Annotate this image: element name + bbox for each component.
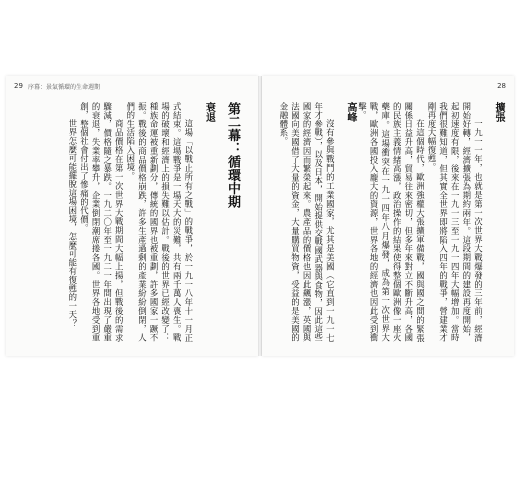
page-number-right: 28 [497, 82, 506, 90]
paragraph: 這場「以戰止所有之戰」的戰爭，於一九一八年十一月正式結束。這場戰爭是一場天大的災難，共有兩千萬人喪生。戰場的破壞和經濟上的損失難以估計。戰後的世界已經改變了：種族命運被重新劃分，傳統的國界也被重劃，許多國家一蹶不振。戰後的商品價格崩跌，許多生產過剩的產業紛紛倒閉，人們的生活陷入困境。 [125, 102, 194, 342]
paragraph: 世界怎麼可能擺脫這場困境，怎麼可能有復甦的一天？ [67, 118, 78, 328]
section-heading-recession: 衰退 [203, 102, 215, 123]
paragraph: 一九一一年，也就是第一次世界大戰爆發的三年前，經濟開始好轉，經濟擴張為期約兩年。這段期間的建設再度開始，起初速度有限，後來在一九一三至一九一四年大幅增加。當時我們很難知道，但其實全世界即將陷入四年的戰爭，營建業才剛再度大幅復甦。 [427, 102, 484, 342]
left-page [6, 76, 258, 356]
right-page-text [274, 102, 504, 342]
chapter-title: 第二幕：循環中期 [225, 102, 240, 209]
section-heading-peak: 高峰 [344, 102, 356, 123]
right-page [262, 76, 514, 356]
paragraph: 商品價格在第一次世界大戰期間大幅上揚，但戰後的需求驟減，價格隨之暴跌。一九二〇年至一九二一年間出現了嚴重的衰退，失業率攀升，企業倒閉潮席捲各國。世界各地受到重創，整個社會付出了慘痛的代價。 [79, 102, 125, 342]
paragraph: 在這個時代，歐洲強權大張擴軍備戰，國與國之間的緊張關係日益升高，貿易往來密切，但多年來對立不斷升高，各國的民族主義情緒高漲，政治操作的結果使得整個歐洲像一座火藥庫。這場衝突在一九一四年八月爆發，成為第一次世界大戰，歐洲各國投入龐大的資源，世界各地的經濟也因此受到衝擊。 [357, 102, 426, 342]
page-number-left: 29 [14, 82, 23, 90]
section-heading-expansion: 擴張 [493, 102, 504, 123]
left-page-text [16, 102, 246, 342]
running-head: 序幕：景氣循環的生命週期 [28, 84, 101, 91]
paragraph: 沒有參與戰鬥的工業國家，尤其是美國（它直到一九一七年才參戰），以及日本，開始提供交戰國武器與食物，因此這些國家的經濟因而繁榮起來。農產品的價格也因此飆漲，英國與法國向美國借了大量的資金，大量購買物資，受益的是美國的金融體系。 [278, 102, 336, 342]
